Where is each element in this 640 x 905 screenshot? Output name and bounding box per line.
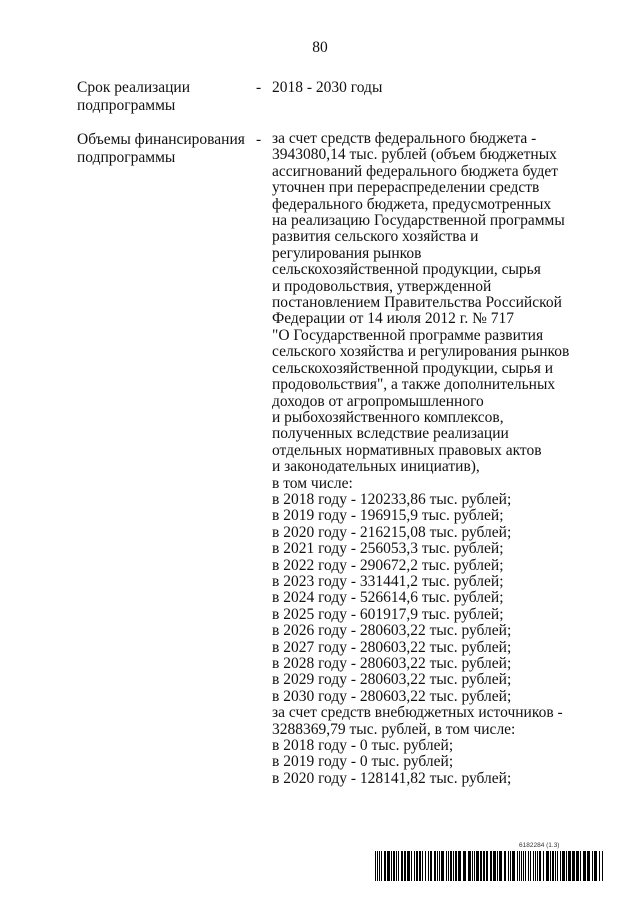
value-line: постановлением Правительства Российской [272, 294, 562, 312]
row-value [272, 79, 602, 97]
row-label-line: подпрограммы [77, 97, 176, 114]
value-line: и рыбохозяйственного комплексов, [272, 408, 504, 426]
value-line: 3943080,14 тыс. рублей (объем бюджетных [272, 146, 557, 164]
value-line: регулирования рынков [272, 244, 422, 262]
value-line: 2018 - 2030 годы [272, 79, 383, 96]
value-line: и продовольствия, утвержденной [272, 277, 492, 295]
value-line: в 2030 году - 280603,22 тыс. рублей; [272, 687, 512, 705]
barcode-icon [375, 851, 603, 881]
value-line: в 2026 году - 280603,22 тыс. рублей; [272, 622, 512, 640]
value-line: доходов от агропромышленного [272, 392, 484, 410]
value-line: сельскохозяйственной продукции, сырья [272, 261, 541, 279]
value-line: в 2019 году - 196915,9 тыс. рублей; [272, 507, 504, 525]
value-line: продовольствия", а также дополнительных [272, 376, 556, 394]
value-line: в 2020 году - 128141,82 тыс. рублей; [272, 769, 512, 787]
value-line: развития сельского хозяйства и [272, 228, 479, 246]
value-line: в 2022 году - 290672,2 тыс. рублей; [272, 556, 504, 574]
value-line: в 2021 году - 256053,3 тыс. рублей; [272, 540, 504, 558]
value-line: в том числе: [272, 474, 353, 492]
value-line: ассигнований федерального бюджета будет [272, 162, 559, 180]
value-line: в 2018 году - 0 тыс. рублей; [272, 737, 454, 755]
row-value [272, 131, 602, 787]
value-line: за счет средств федерального бюджета - [272, 130, 537, 147]
value-line: сельскохозяйственной продукции, сырья и [272, 359, 554, 377]
row-label-line: Срок реализации [77, 79, 190, 96]
value-line: отдельных нормативных правовых актов [272, 441, 542, 459]
row-label [77, 79, 247, 115]
value-line: и законодательных инициатив), [272, 458, 480, 476]
value-line: в 2027 году - 280603,22 тыс. рублей; [272, 638, 512, 656]
value-line: "О Государственной программе развития [272, 326, 544, 344]
value-line: за счет средств внебюджетных источников - [272, 704, 563, 722]
value-line: в 2025 году - 601917,9 тыс. рублей; [272, 605, 504, 623]
value-line: в 2023 году - 331441,2 тыс. рублей; [272, 572, 504, 590]
value-line: уточнен при перераспределении средств [272, 179, 540, 197]
value-line: в 2019 году - 0 тыс. рублей; [272, 753, 454, 771]
row-label [77, 131, 247, 167]
row-label-line: подпрограммы [77, 149, 176, 166]
row-label-line: Объемы финансирования [77, 131, 245, 148]
page-number: 80 [312, 39, 328, 56]
value-line: в 2028 году - 280603,22 тыс. рублей; [272, 655, 512, 672]
value-line: в 2020 году - 216215,08 тыс. рублей; [272, 523, 512, 541]
row-dash: - [256, 131, 262, 148]
value-line: в 2024 году - 526614,6 тыс. рублей; [272, 589, 504, 607]
value-line: федерального бюджета, предусмотренных [272, 195, 552, 213]
row-dash: - [256, 79, 262, 96]
document-code: 6182284 (1.3) [519, 842, 560, 849]
value-line: в 2029 году - 280603,22 тыс. рублей; [272, 671, 512, 689]
value-line: на реализацию Государственной программы [272, 212, 565, 230]
value-line: Федерации от 14 июля 2012 г. № 717 [272, 310, 515, 328]
value-line: в 2018 году - 120233,86 тыс. рублей; [272, 490, 512, 508]
value-line: 3288369,79 тыс. рублей, в том числе: [272, 720, 516, 738]
value-line: сельского хозяйства и регулирования рынков [272, 343, 570, 361]
value-line: полученных вследствие реализации [272, 425, 509, 443]
